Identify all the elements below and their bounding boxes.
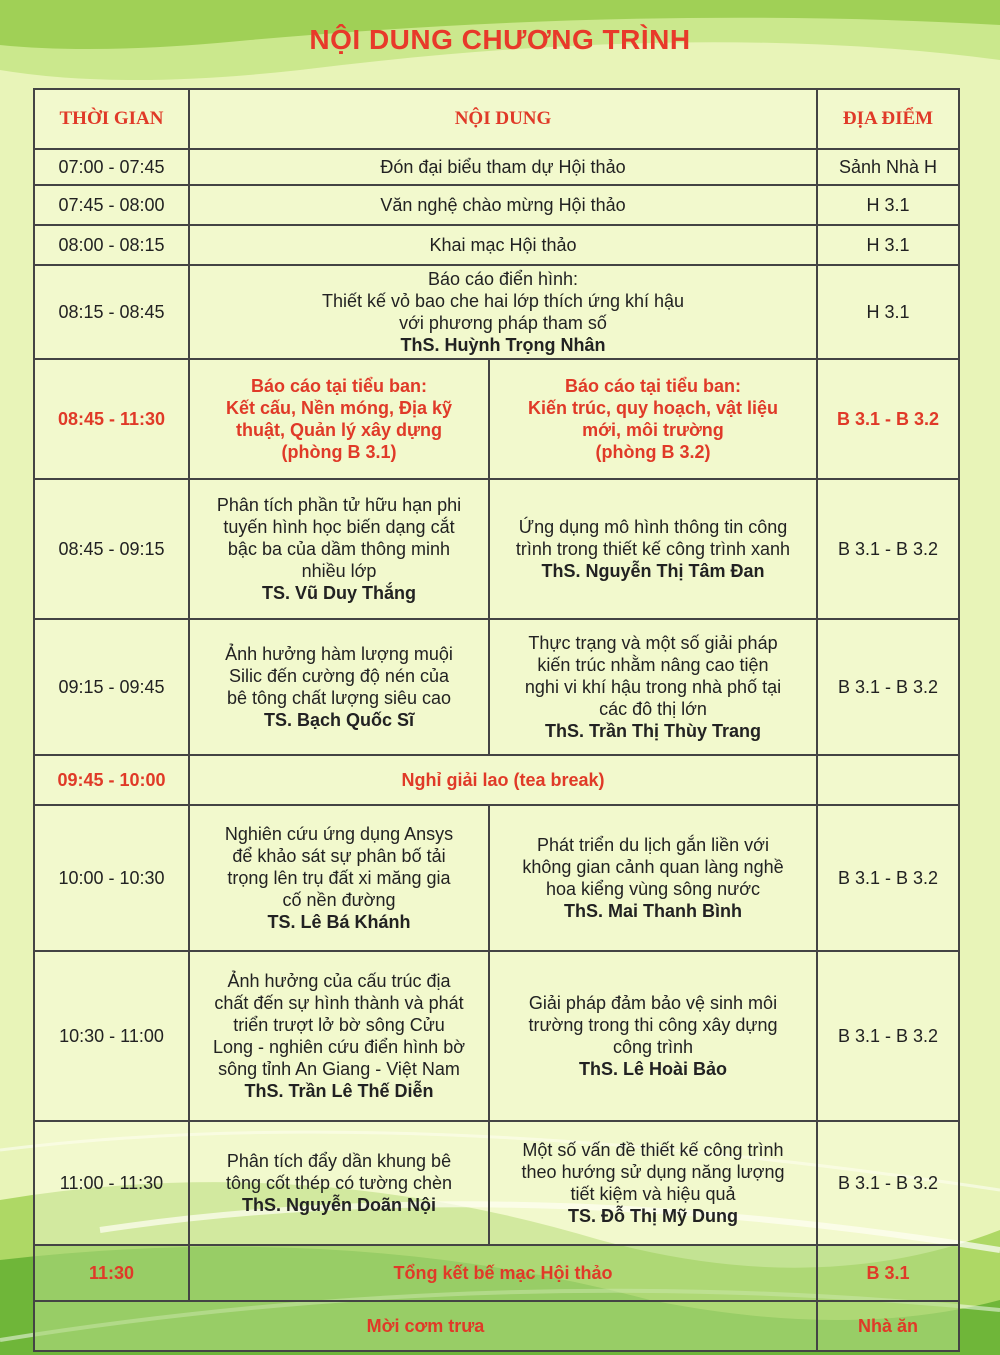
content-line: Ảnh hưởng hàm lượng muội: [225, 644, 453, 664]
row-time: 10:30 - 11:00: [34, 951, 189, 1121]
row-content: Văn nghệ chào mừng Hội thảo: [189, 185, 817, 225]
content-line: Kiến trúc, quy hoạch, vật liệu: [527, 398, 779, 418]
table-row: [34, 149, 959, 185]
author: TS. Lê Bá Khánh: [267, 912, 411, 932]
content-line: Long - nghiên cứu điển hình bờ: [212, 1037, 466, 1057]
row-place: B 3.1 - B 3.2: [817, 1121, 959, 1245]
content-line: nhiều lớp: [301, 561, 377, 581]
content-line: Thiết kế vỏ bao che hai lớp thích ứng khí hậu: [321, 291, 685, 311]
content-line: tiết kiệm và hiệu quả: [570, 1184, 736, 1204]
header-place: ĐỊA ĐIỂM: [817, 89, 959, 149]
content-line: bậc ba của dầm thông minh: [227, 539, 451, 559]
author: ThS. Lê Hoài Bảo: [578, 1059, 728, 1079]
talk-right: [489, 805, 817, 951]
closing-content: Tổng kết bế mạc Hội thảo: [189, 1245, 817, 1301]
content-line: (phòng B 3.1): [281, 442, 397, 462]
content-line: bê tông chất lượng siêu cao: [227, 688, 451, 708]
content-line: sông tỉnh An Giang - Việt Nam: [218, 1059, 460, 1079]
row-content: Khai mạc Hội thảo: [189, 225, 817, 265]
schedule-table: [33, 88, 960, 1352]
talk-right: [489, 619, 817, 755]
lunch-content: Mời cơm trưa: [34, 1301, 817, 1351]
row-time: 08:00 - 08:15: [34, 225, 189, 265]
content-line: Thực trạng và một số giải pháp: [528, 633, 778, 653]
header-content: NỘI DUNG: [189, 89, 817, 149]
session-left: [189, 359, 489, 479]
content-line: để khảo sát sự phân bố tải: [232, 846, 446, 866]
talk-left: [189, 619, 489, 755]
row-time: 08:15 - 08:45: [34, 265, 189, 359]
row-content: [189, 265, 817, 359]
row-time: 08:45 - 09:15: [34, 479, 189, 619]
content-line: nghi vi khí hậu trong nhà phố tại: [524, 677, 782, 697]
content-line: Phân tích phần tử hữu hạn phi: [216, 495, 462, 515]
table-row: [34, 951, 959, 1121]
session-row: [34, 359, 959, 479]
content-line: hoa kiểng vùng sông nước: [546, 879, 760, 899]
content-line: chất đến sự hình thành và phát: [214, 993, 464, 1013]
lunch-place: Nhà ăn: [817, 1301, 959, 1351]
author: TS. Bạch Quốc Sĩ: [263, 710, 415, 730]
content-line: trình trong thiết kế công trình xanh: [515, 539, 791, 559]
content-line: cố nền đường: [282, 890, 396, 910]
break-place: [817, 755, 959, 805]
break-row: [34, 755, 959, 805]
author: ThS. Trần Thị Thùy Trang: [544, 721, 761, 741]
lunch-row: [34, 1301, 959, 1351]
content-line: tông cốt thép có tường chèn: [225, 1173, 452, 1193]
row-time: 09:15 - 09:45: [34, 619, 189, 755]
content-line: Silic đến cường độ nén của: [229, 666, 449, 686]
content-line: Báo cáo tại tiểu ban:: [250, 376, 428, 396]
content-line: triển trượt lở bờ sông Cửu: [233, 1015, 445, 1035]
table-row: [34, 479, 959, 619]
row-place: B 3.1 - B 3.2: [817, 805, 959, 951]
row-time: 07:00 - 07:45: [34, 149, 189, 185]
session-right: [489, 359, 817, 479]
content-line: Kết cấu, Nền móng, Địa kỹ: [225, 398, 453, 418]
header-time: THỜI GIAN: [34, 89, 189, 149]
content-line: công trình: [612, 1037, 694, 1057]
content-line: Một số vấn đề thiết kế công trình: [522, 1140, 784, 1160]
table-row: [34, 1121, 959, 1245]
talk-left: [189, 479, 489, 619]
page-title: NỘI DUNG CHƯƠNG TRÌNH: [309, 24, 691, 55]
closing-time: 11:30: [34, 1245, 189, 1301]
row-place: H 3.1: [817, 185, 959, 225]
content-line: Báo cáo tại tiểu ban:: [564, 376, 742, 396]
table-row: [34, 225, 959, 265]
content-line: Nghiên cứu ứng dụng Ansys: [224, 824, 454, 844]
row-time: 11:00 - 11:30: [34, 1121, 189, 1245]
table-row: [34, 185, 959, 225]
content-line: Ứng dụng mô hình thông tin công: [518, 517, 788, 537]
content-line: Giải pháp đảm bảo vệ sinh môi: [528, 993, 778, 1013]
row-place: Sảnh Nhà H: [817, 149, 959, 185]
session-place: B 3.1 - B 3.2: [817, 359, 959, 479]
content-line: không gian cảnh quan làng nghề: [522, 857, 784, 877]
row-content: Đón đại biểu tham dự Hội thảo: [189, 149, 817, 185]
break-time: 09:45 - 10:00: [34, 755, 189, 805]
content-line: các đô thị lớn: [599, 699, 707, 719]
content-line: kiến trúc nhằm nâng cao tiện: [537, 655, 769, 675]
row-time: 07:45 - 08:00: [34, 185, 189, 225]
header-row: [34, 89, 959, 149]
row-time: 10:00 - 10:30: [34, 805, 189, 951]
author: TS. Đỗ Thị Mỹ Dung: [568, 1206, 738, 1226]
content-line: Báo cáo điển hình:: [427, 269, 579, 289]
break-content: Nghỉ giải lao (tea break): [189, 755, 817, 805]
row-place: B 3.1 - B 3.2: [817, 619, 959, 755]
author: ThS. Mai Thanh Bình: [564, 901, 742, 921]
content-line: mới, môi trường: [582, 420, 724, 440]
content-line: Ảnh hưởng của cấu trúc địa: [227, 971, 451, 991]
talk-right: [489, 1121, 817, 1245]
row-place: H 3.1: [817, 265, 959, 359]
content-line: trường trong thi công xây dựng: [528, 1015, 778, 1035]
content-line: trọng lên trụ đất xi măng gia: [227, 868, 451, 888]
row-place: H 3.1: [817, 225, 959, 265]
content-line: (phòng B 3.2): [595, 442, 711, 462]
talk-right: [489, 951, 817, 1121]
row-place: B 3.1 - B 3.2: [817, 951, 959, 1121]
content-line: tuyến hình học biến dạng cắt: [223, 517, 455, 537]
table-row: [34, 619, 959, 755]
author: ThS. Trần Lê Thế Diễn: [244, 1081, 434, 1101]
table-row: [34, 265, 959, 359]
content-line: theo hướng sử dụng năng lượng: [521, 1162, 785, 1182]
closing-place: B 3.1: [817, 1245, 959, 1301]
talk-left: [189, 805, 489, 951]
session-time: 08:45 - 11:30: [34, 359, 189, 479]
author: TS. Vũ Duy Thắng: [261, 583, 416, 603]
content-line: với phương pháp tham số: [399, 313, 607, 333]
talk-right: [489, 479, 817, 619]
author: ThS. Nguyễn Doãn Nội: [241, 1195, 436, 1215]
table-row: [34, 805, 959, 951]
author: ThS. Huỳnh Trọng Nhân: [400, 335, 606, 355]
talk-left: [189, 951, 489, 1121]
content-line: thuật, Quản lý xây dựng: [235, 420, 443, 440]
content-line: Phát triển du lịch gắn liền với: [537, 835, 769, 855]
closing-row: [34, 1245, 959, 1301]
row-place: B 3.1 - B 3.2: [817, 479, 959, 619]
content-line: Phân tích đẩy dần khung bê: [226, 1151, 452, 1171]
talk-left: [189, 1121, 489, 1245]
author: ThS. Nguyễn Thị Tâm Đan: [541, 561, 765, 581]
